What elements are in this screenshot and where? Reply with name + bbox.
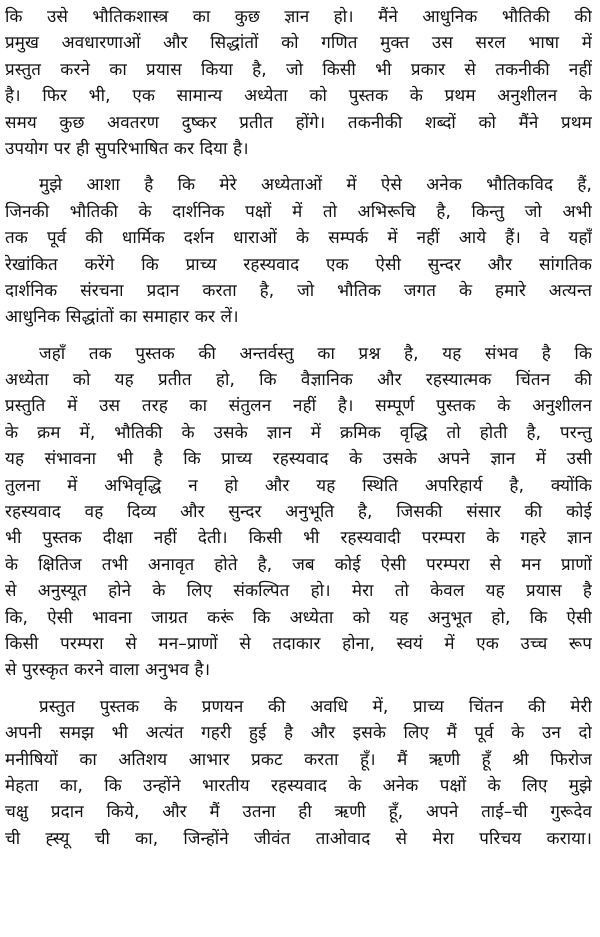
text-line: उपयोग पर ही सुपरिभाषित कर दिया है।: [5, 138, 249, 159]
text-line: प्रमुख अवधारणाओं और सिद्धांतों को गणित मुक्त उस सरल भाषा में: [5, 33, 592, 54]
text-line: रहस्यवाद वह दिव्य और सुन्दर अनुभूति है, जिसकी संसार की कोई: [5, 502, 592, 523]
text-line: जहाँ तक पुस्तक की अन्तर्वस्तु का प्रश्न है, यह संभव है कि: [39, 343, 592, 364]
text-line: अध्येता को यह प्रतीत हो, कि वैज्ञानिक और रहस्यात्मक चिंतन की: [5, 370, 592, 391]
text-line: दार्शनिक संरचना प्रदान करता है, जो भौतिक जगत के हमारे अत्यन्त: [5, 280, 592, 301]
text-line: भी पुस्तक दीक्षा नहीं देती। किसी भी रहस्यवादी परम्परा के गहरे ज्ञान: [5, 528, 592, 549]
text-line: ची ह्स्यू ची का, जिन्होंने जीवंत ताओवाद से मेरा परिचय कराया।: [5, 828, 592, 849]
text-line: चक्षु प्रदान किये, और मैं उतना ही ऋणी हूँ, अपने ताई–ची गुरूदेव: [5, 802, 592, 823]
text-line: से अनुस्यूत होने के लिए संकल्पित हो। मेरा तो केवल यह प्रयास है: [5, 581, 592, 602]
text-line: समय कुछ अवतरण दुष्कर प्रतीत होंगे। तकनीकी शब्दों को मैंने प्रथम: [5, 112, 592, 133]
text-line: के क्षितिज तभी अनावृत होते है, जब कोई ऐसी परम्परा से मन प्राणों: [5, 554, 592, 575]
text-line: अपनी समझ भी अत्यंत गहरी हुई है और इसके लिए मैं पूर्व के उन दो: [5, 723, 592, 744]
text-line: रेखांकित करेंगे कि प्राच्य रहस्यवाद एक ऐसी सुन्दर और सांगतिक: [5, 254, 592, 275]
text-line: प्रस्तुत करने का प्रयास किया है, जो किसी भी प्रकार से तकनीकी नहीं: [5, 59, 592, 80]
text-line: मुझे आशा है कि मेरे अध्येताओं में ऐसे अनेक भौतिकविद हैं,: [39, 175, 592, 196]
text-line: है। फिर भी, एक सामान्य अध्येता को पुस्तक के प्रथम अनुशीलन के: [5, 86, 592, 107]
paragraph-2: [5, 172, 592, 330]
text-line: आधुनिक सिद्धांतों का समाहार कर लें।: [5, 307, 239, 328]
text-line: से पुरस्कृत करने वाला अनुभव है।: [5, 660, 211, 681]
text-line: तुलना में अभिवृद्धि न हो और यह स्थिति अपरिहार्य है, क्योंकि: [5, 475, 592, 496]
text-line: के क्रम में, भौतिकी के उसके ज्ञान में क्रमिक वृद्धि तो होती है, परन्तु: [5, 422, 592, 443]
text-line: प्रस्तुत पुस्तक के प्रणयन की अवधि में, प्राच्य चिंतन की मेरी: [39, 696, 592, 717]
text-line: मेहता का, कि उन्होंने भारतीय रहस्यवाद के अनेक पक्षों के लिए मुझे: [5, 775, 592, 796]
paragraph-1: [5, 4, 592, 162]
text-line: मनीषियों का अतिशय आभार प्रकट करता हूँ। मैं ऋणी हूँ श्री फिरोज: [5, 749, 592, 770]
paragraph-3: [5, 341, 592, 684]
text-line: किसी परम्परा से मन–प्राणों से तदाकार होना, स्वयं में एक उच्च रूप: [5, 633, 592, 654]
text-line: जिनकी भौतिकी के दार्शनिक पक्षों में तो अभिरूचि है, किन्तु जो अभी: [5, 201, 592, 222]
text-line: यह संभावना भी है कि प्राच्य रहस्यवाद के उसके अपने ज्ञान में उसी: [5, 449, 592, 470]
paragraph-4: [5, 694, 592, 852]
text-line: तक पूर्व की धार्मिक दर्शन धाराओं के सम्पर्क में नहीं आये हैं। वे यहाँ: [5, 228, 592, 249]
text-line: प्रस्तुति में उस तरह का संतुलन नहीं है। सम्पूर्ण पुस्तक के अनुशीलन: [5, 396, 592, 417]
text-line: कि उसे भौतिकशास्त्र का कुछ ज्ञान हो। मैंने आधुनिक भौतिकी की: [5, 7, 592, 27]
text-line: कि, ऐसी भावना जाग्रत करूं कि अध्येता को यह अनुभूत हो, कि ऐसी: [5, 607, 592, 628]
